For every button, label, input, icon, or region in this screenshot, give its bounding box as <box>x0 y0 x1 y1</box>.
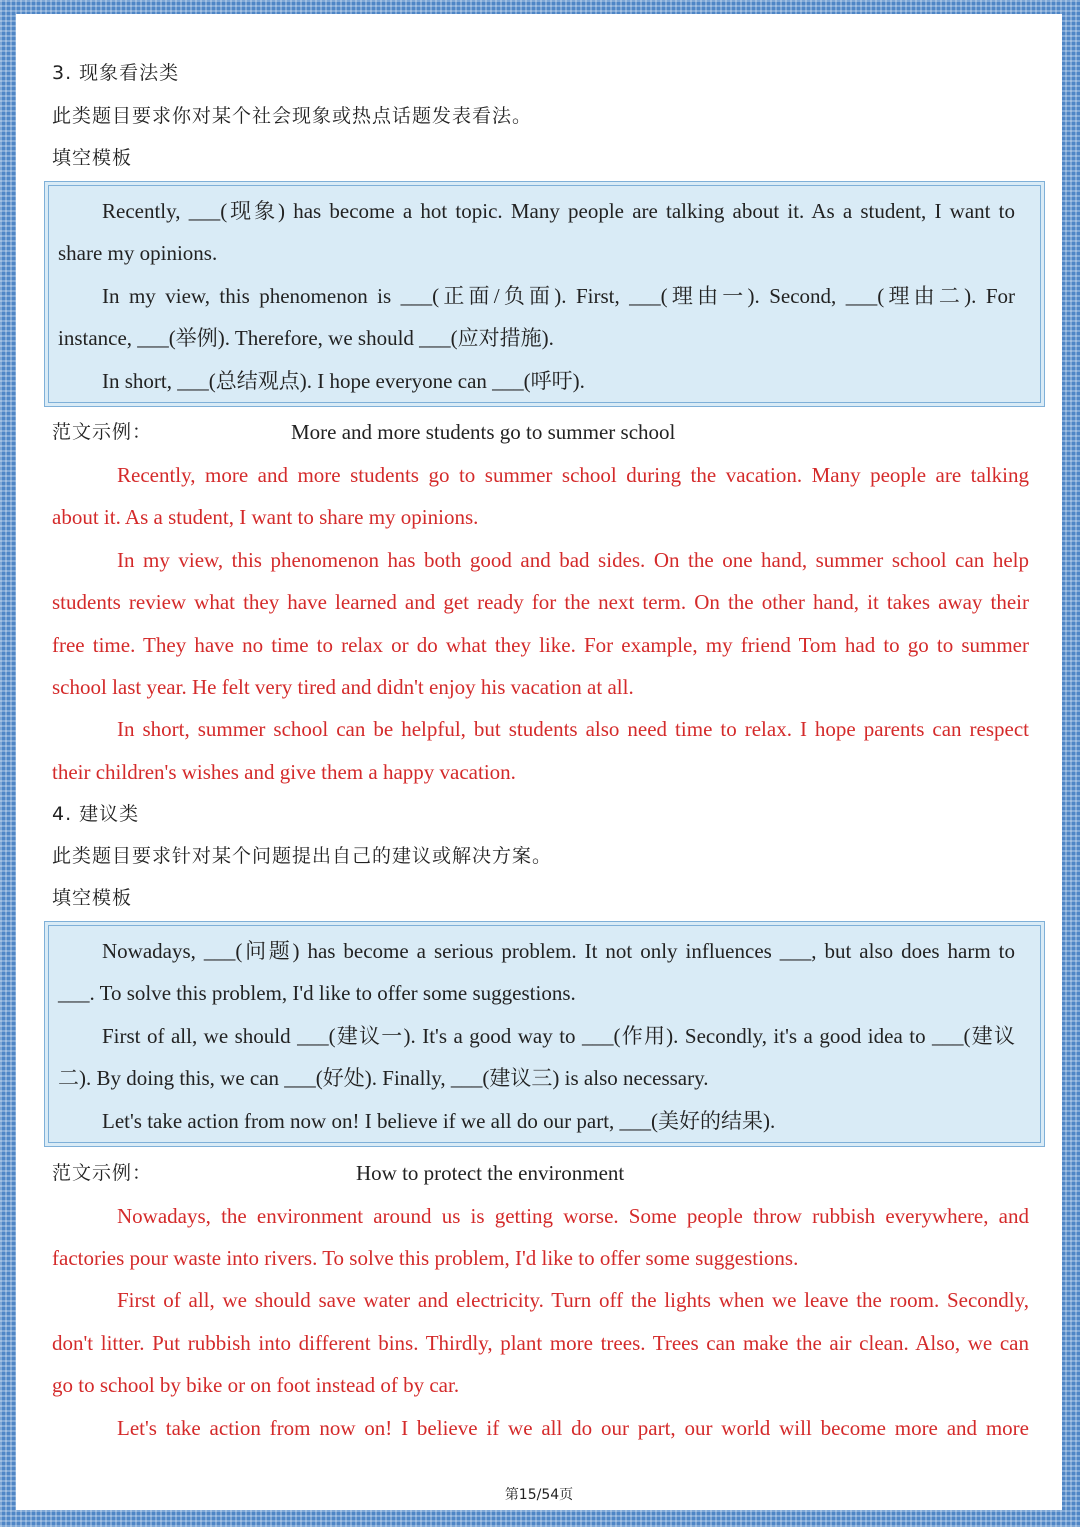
example-line: Recently, more and more students go to summer school during the vacation. Many people are talking <box>117 463 1029 487</box>
example-line: school last year. He felt very tired and didn't enjoy his vacation at all. <box>52 675 634 699</box>
example-line: students review what they have learned and get ready for the next term. On the other hand, it takes away their <box>52 590 1029 614</box>
template-box <box>48 185 1041 403</box>
example-line: First of all, we should save water and electricity. Turn off the lights when we leave the room. Secondly, <box>117 1288 1029 1312</box>
example-line: Nowadays, the environment around us is getting worse. Some people throw rubbish everywhere, and <box>117 1204 1029 1228</box>
template-line: Let's take action from now on! I believe if we all do our part, ___(美好的结果). <box>102 1109 776 1133</box>
example-label: 范文示例： <box>52 1162 153 1184</box>
template-line: ___. To solve this problem, I'd like to offer some suggestions. <box>58 981 576 1005</box>
section-description: 此类题目要求你对某个社会现象或热点话题发表看法。 <box>52 105 533 127</box>
template-line: share my opinions. <box>58 241 218 265</box>
section-description: 此类题目要求针对某个问题提出自己的建议或解决方案。 <box>52 845 553 867</box>
section-heading: 3. 现象看法类 <box>52 62 180 84</box>
template-line: Nowadays, ___(问题) has become a serious problem. It not only influences ___, but also does harm to <box>102 939 1015 963</box>
section-heading: 4. 建议类 <box>52 803 140 825</box>
document-page <box>16 14 1062 1510</box>
template-box <box>48 925 1041 1143</box>
example-line: In my view, this phenomenon has both good and bad sides. On the one hand, summer school can help <box>117 548 1029 572</box>
template-label: 填空模板 <box>52 887 133 909</box>
template-line: Recently, ___(现象) has become a hot topic. Many people are talking about it. As a student, I want to <box>102 199 1015 223</box>
template-line: 二). By doing this, we can ___(好处). Finally, ___(建议三) is also necessary. <box>58 1066 709 1090</box>
page-number: 第15/54页 <box>504 1487 574 1503</box>
template-line: In my view, this phenomenon is ___(正面/负面). First, ___(理由一). Second, ___(理由二). For <box>102 284 1015 308</box>
example-title: How to protect the environment <box>356 1161 625 1185</box>
example-line: factories pour waste into rivers. To solve this problem, I'd like to offer some suggestions. <box>52 1246 799 1270</box>
example-title: More and more students go to summer school <box>291 420 676 444</box>
example-line: about it. As a student, I want to share my opinions. <box>52 505 479 529</box>
template-line: instance, ___(举例). Therefore, we should ___(应对措施). <box>58 326 554 350</box>
example-label: 范文示例： <box>52 421 153 443</box>
example-line: go to school by bike or on foot instead of by car. <box>52 1373 460 1397</box>
example-line: don't litter. Put rubbish into different bins. Thirdly, plant more trees. Trees can make the air clean. Also, we can <box>52 1331 1029 1355</box>
template-line: In short, ___(总结观点). I hope everyone can ___(呼吁). <box>102 369 585 393</box>
example-line: their children's wishes and give them a happy vacation. <box>52 760 516 784</box>
example-line: Let's take action from now on! I believe if we all do our part, our world will become more and more <box>117 1416 1029 1440</box>
example-line: free time. They have no time to relax or do what they like. For example, my friend Tom had to go to summer <box>52 633 1029 657</box>
template-label: 填空模板 <box>52 147 133 169</box>
template-line: First of all, we should ___(建议一). It's a good way to ___(作用). Secondly, it's a good idea to ___(建议 <box>102 1024 1015 1048</box>
example-line: In short, summer school can be helpful, but students also need time to relax. I hope parents can respect <box>117 717 1029 741</box>
